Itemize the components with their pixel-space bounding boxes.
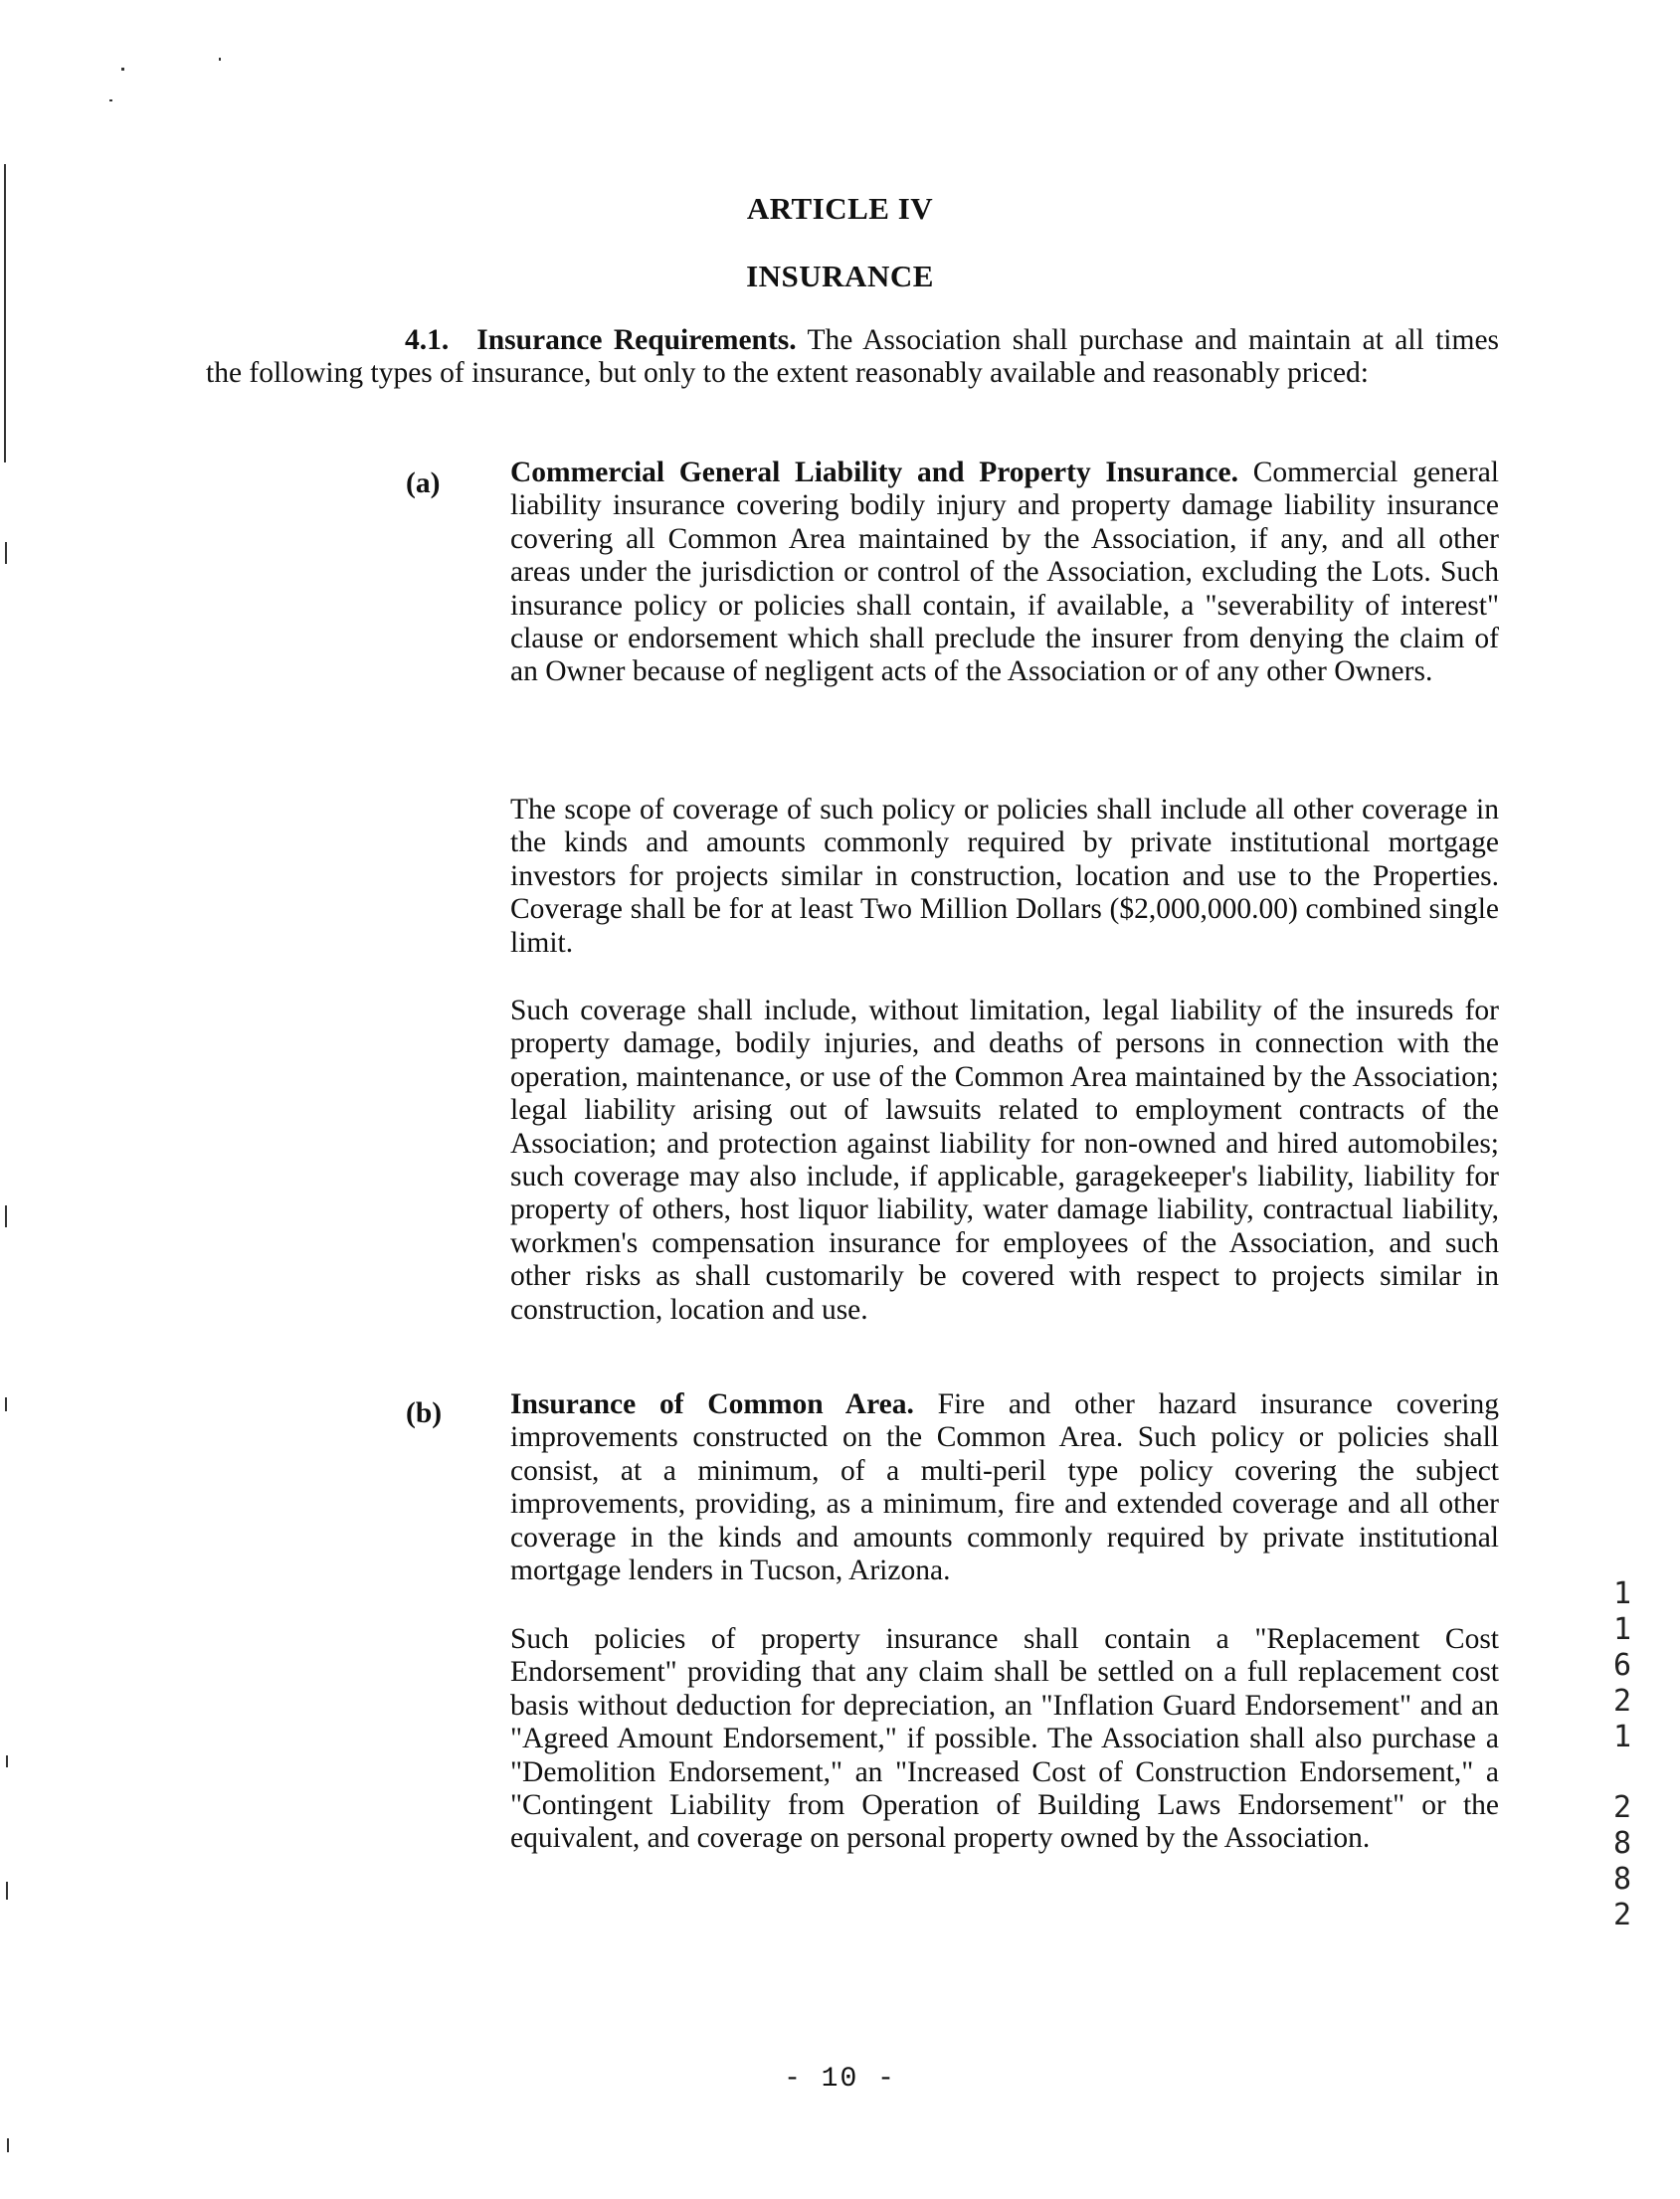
section-number: 4.1. (405, 324, 450, 356)
scan-mark (5, 1205, 7, 1227)
stamp-digit: 6 (1612, 1648, 1632, 1683)
scan-mark (7, 2138, 9, 2152)
scan-mark (109, 99, 112, 101)
item-a-heading: Commercial General Liability and Property Insurance. (510, 457, 1238, 488)
item-b-text: Fire and other hazard insurance covering improvements constructed on the Common Area. Such policy or policies shall consist, at a minimum, of a multi-peril type policy covering the subject improvements, providing, as a minimum, fire and extended coverage and all other coverage in the kinds and amounts commonly required by private institutional mortgage lenders in Tucson, Arizona. (510, 1388, 1499, 1587)
stamp-digit: 8 (1612, 1862, 1632, 1897)
article-heading: ARTICLE IV (746, 191, 934, 226)
item-b-para-2: Such policies of property insurance shall contain a "Replacement Cost Endorsement" providing that any claim shall be settled on a full replacement cost basis without deduction for depreciation, an "Inflation Guard Endorsement" and an "Agreed Amount Endorsement," if possible. The Association shall also purchase a "Demolition Endorsement," an "Increased Cost of Construction Endorsement," a "Contingent Liability from Operation of Building Laws Endorsement" or the equivalent, and coverage on personal property owned by the Association. (510, 1623, 1499, 1855)
item-a-para-2: The scope of coverage of such policy or policies shall include all other coverage in the kinds and amounts commonly required by private institutional mortgage investors for projects similar in construction, location and use to the Properties. Coverage shall be for at least Two Million Dollars ($2,000,000.00) combined single limit. (510, 794, 1499, 959)
item-a-marker: (a) (406, 467, 441, 499)
section-heading: Insurance Requirements. (476, 324, 797, 356)
item-b-marker: (b) (406, 1397, 443, 1429)
section-4-1 (206, 324, 1499, 391)
scan-mark (5, 1397, 7, 1411)
item-b-para-1 (510, 1388, 1499, 1587)
stamp-digit: 2 (1612, 1790, 1632, 1825)
scan-mark (5, 542, 7, 564)
scan-mark (6, 1755, 8, 1767)
recording-stamp-bottom (1607, 1790, 1637, 1933)
stamp-digit: 8 (1612, 1826, 1632, 1861)
stamp-digit: 2 (1612, 1684, 1632, 1719)
stamp-digit: 1 (1612, 1576, 1632, 1611)
stamp-digit: 2 (1612, 1898, 1632, 1932)
item-a-para-3: Such coverage shall include, without limitation, legal liability of the insureds for property damage, bodily injuries, and deaths of persons in connection with the operation, maintenance, or use of the Common Area maintained by the Association; legal liability arising out of lawsuits related to employment contracts of the Association; and protection against liability for non-owned and hired automobiles; such coverage may also include, if applicable, garagekeeper's liability, liability for property of others, host liquor liability, water damage liability, contractual liability, workmen's compensation insurance for employees of the Association, and such other risks as shall customarily be covered with respect to projects similar in construction, location and use. (510, 995, 1499, 1326)
item-a-para-1 (510, 457, 1499, 689)
recording-stamp-top (1607, 1576, 1637, 1755)
article-title: INSURANCE (746, 259, 934, 293)
item-b-heading: Insurance of Common Area. (510, 1388, 914, 1420)
scan-mark (6, 1882, 8, 1900)
scan-mark (121, 68, 124, 71)
page-number: - 10 - (784, 2064, 896, 2095)
stamp-digit: 1 (1612, 1612, 1632, 1647)
section-text: The Association shall purchase and maintain at all times the following types of insurance, but only to the extent reasonably available and reasonably priced: (206, 324, 1500, 390)
stamp-digit: 1 (1612, 1720, 1632, 1754)
item-a-text: Commercial general liability insurance covering bodily injury and property damage liability insurance covering all Common Area maintained by the Association, if any, and all other areas under the jurisdiction or control of the Association, excluding the Lots. Such insurance policy or policies shall contain, if available, a "severability of interest" clause or endorsement which shall preclude the insurer from denying the claim of an Owner because of negligent acts of the Association or of any other Owners. (510, 457, 1499, 688)
scan-mark (219, 58, 221, 61)
